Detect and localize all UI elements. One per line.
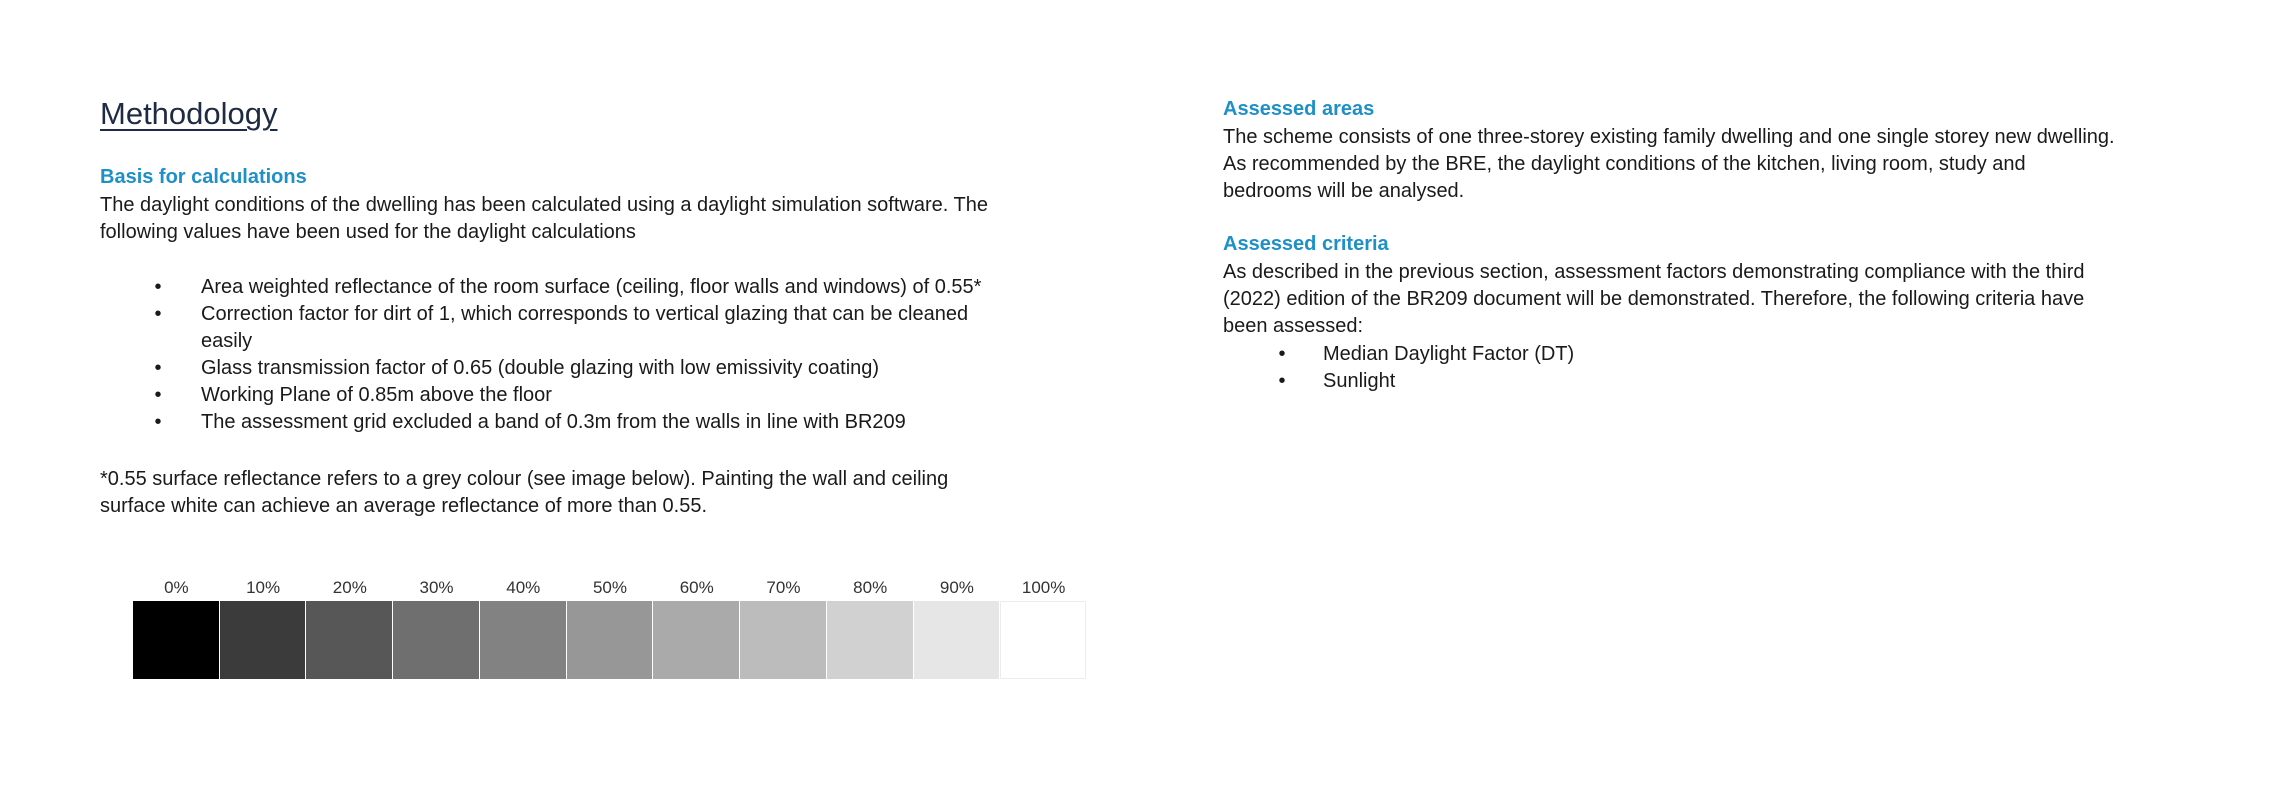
bullet-text: Area weighted reflectance of the room surface (ceiling, floor walls and windows) of 0.55* (201, 276, 982, 298)
bullet-marker: • (1278, 370, 1286, 392)
list-item (148, 301, 981, 355)
assessed-criteria-line: (2022) edition of the BR209 document will be demonstrated. Therefore, the following criteria have (1223, 288, 2085, 310)
bullet-text: Correction factor for dirt of 1, which corresponds to vertical glazing that can be cleaned (201, 303, 969, 325)
bullet-marker: • (154, 276, 162, 298)
bullet-text-continued: easily (201, 330, 253, 352)
scale-tick-label: 30% (419, 578, 454, 597)
reflectance-swatch (1000, 601, 1086, 679)
assessed-areas-text (1223, 124, 2115, 205)
scale-tick-label: 100% (1021, 578, 1066, 597)
assessed-areas-line: bedrooms will be analysed. (1223, 180, 1465, 202)
reflectance-swatch (306, 601, 392, 679)
reflectance-swatch (220, 601, 306, 679)
reflectance-swatch (653, 601, 739, 679)
note-line: *0.55 surface reflectance refers to a grey colour (see image below). Painting the wall and ceiling (100, 468, 949, 490)
assessed-areas-line: As recommended by the BRE, the daylight conditions of the kitchen, living room, study and (1223, 153, 2026, 175)
bullet-marker: • (154, 411, 162, 433)
scale-tick-label: 80% (853, 578, 888, 597)
list-item (148, 274, 981, 301)
bullet-text: Working Plane of 0.85m above the floor (201, 384, 552, 406)
scale-tick-label: 40% (506, 578, 541, 597)
assessed-criteria-heading: Assessed criteria (1223, 233, 1389, 255)
bullet-marker: • (1278, 343, 1286, 365)
list-item (148, 355, 981, 382)
basis-bullet-list (148, 274, 981, 436)
bullet-text: Median Daylight Factor (DT) (1323, 343, 1575, 365)
scale-tick-label: 10% (246, 578, 281, 597)
assessed-areas-heading: Assessed areas (1223, 98, 1375, 120)
note-line: surface white can achieve an average reflectance of more than 0.55. (100, 495, 708, 517)
bullet-text: Sunlight (1323, 370, 1396, 392)
scale-tick-label: 0% (164, 578, 189, 597)
reflectance-swatch (480, 601, 566, 679)
assessed-criteria-line: been assessed: (1223, 315, 1364, 337)
list-item (148, 382, 981, 409)
scale-tick-label: 20% (332, 578, 367, 597)
scale-tick-label: 50% (592, 578, 627, 597)
bullet-text: The assessment grid excluded a band of 0.3m from the walls in line with BR209 (201, 411, 906, 433)
bullet-text: Glass transmission factor of 0.65 (double glazing with low emissivity coating) (201, 357, 880, 379)
scale-tick-label: 70% (766, 578, 801, 597)
bullet-marker: • (154, 303, 162, 325)
reflectance-note (100, 466, 948, 520)
reflectance-swatch (393, 601, 479, 679)
reflectance-swatch (914, 601, 1000, 679)
reflectance-swatch (133, 601, 219, 679)
bullet-marker: • (154, 384, 162, 406)
assessed-areas-line: The scheme consists of one three-storey existing family dwelling and one single storey new dwelling. (1223, 126, 2115, 148)
reflectance-scale (133, 601, 1087, 679)
list-item (148, 409, 981, 436)
basis-intro (100, 192, 988, 246)
bullet-marker: • (154, 357, 162, 379)
scale-tick-label: 60% (679, 578, 714, 597)
basis-intro-line: following values have been used for the daylight calculations (100, 221, 636, 243)
list-item (1272, 368, 1574, 395)
reflectance-swatch (827, 601, 913, 679)
basis-intro-line: The daylight conditions of the dwelling has been calculated using a daylight simulation software. The (100, 194, 988, 216)
assessed-criteria-line: As described in the previous section, assessment factors demonstrating compliance with the third (1223, 261, 2085, 283)
list-item (1272, 341, 1574, 368)
reflectance-scale-labels (133, 578, 1087, 600)
basis-heading: Basis for calculations (100, 166, 307, 188)
reflectance-swatch (740, 601, 826, 679)
page-title: Methodology (100, 96, 278, 131)
reflectance-swatch (567, 601, 653, 679)
criteria-bullet-list (1272, 341, 1574, 395)
assessed-criteria-text (1223, 259, 2085, 340)
scale-tick-label: 90% (939, 578, 974, 597)
